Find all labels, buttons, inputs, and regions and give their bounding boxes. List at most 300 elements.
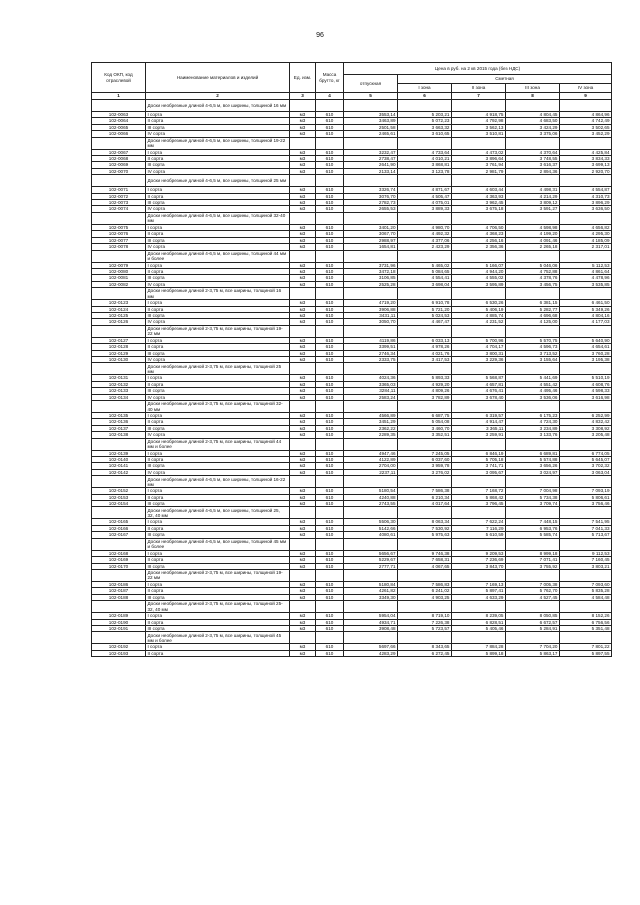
column-number: 1 xyxy=(92,93,146,100)
zone-4-price-cell: 8 152,26 xyxy=(560,613,612,619)
zone-1-price-cell: 3 868,81 xyxy=(398,162,452,168)
header-zone-1: I зона xyxy=(398,84,452,93)
code-cell: 102-0074 xyxy=(92,206,146,212)
empty-cell xyxy=(92,288,146,300)
zone-1-price-cell: 6 910,78 xyxy=(398,300,452,306)
empty-cell xyxy=(398,507,452,519)
zone-4-price-cell: 3 756,46 xyxy=(560,501,612,507)
release-price-cell: 3451,29 xyxy=(344,419,398,425)
unit-cell: м3 xyxy=(290,450,316,456)
zone-2-price-cell: 5 568,87 xyxy=(452,375,506,381)
mass-cell: 610 xyxy=(316,319,344,325)
zone-3-price-cell: 3 591,27 xyxy=(506,206,560,212)
code-cell: 102-0137 xyxy=(92,425,146,431)
mass-cell: 610 xyxy=(316,557,344,563)
zone-1-price-cell: 3 123,78 xyxy=(398,168,452,174)
zone-4-price-cell: 4 177,03 xyxy=(560,319,612,325)
zone-3-price-cell: 5 441,69 xyxy=(506,375,560,381)
zone-4-price-cell: 4 310,73 xyxy=(560,193,612,199)
mass-cell: 610 xyxy=(316,312,344,318)
name-cell: I сорта xyxy=(146,581,290,587)
name-cell: IV сорта xyxy=(146,131,290,137)
unit-cell: м3 xyxy=(290,149,316,155)
zone-4-price-cell: 3 502,65 xyxy=(560,124,612,130)
empty-cell xyxy=(560,569,612,581)
mass-cell: 610 xyxy=(316,519,344,525)
name-cell: II сорта xyxy=(146,457,290,463)
name-cell: I сорта xyxy=(146,224,290,230)
header-release-price: отпускная xyxy=(344,75,398,93)
column-number: 9 xyxy=(560,93,612,100)
name-cell: II сорта xyxy=(146,193,290,199)
zone-2-price-cell: 9 209,53 xyxy=(452,550,506,556)
name-cell: II сорта xyxy=(146,588,290,594)
unit-cell: м3 xyxy=(290,394,316,400)
zone-2-price-cell: 4 676,41 xyxy=(452,388,506,394)
zone-3-price-cell: 4 696,68 xyxy=(506,312,560,318)
unit-cell: м3 xyxy=(290,337,316,343)
name-cell: II сорта xyxy=(146,494,290,500)
code-cell: 102-0068 xyxy=(92,156,146,162)
unit-cell: м3 xyxy=(290,488,316,494)
zone-1-price-cell: 3 460,70 xyxy=(398,425,452,431)
code-cell: 102-0170 xyxy=(92,563,146,569)
unit-cell: м3 xyxy=(290,501,316,507)
group-title: Доски необрезные длиной 4-6,5 м, все ширины, толщиной 45 мм и более xyxy=(146,538,290,550)
unit-cell: м3 xyxy=(290,156,316,162)
empty-cell xyxy=(290,137,316,149)
empty-cell xyxy=(92,538,146,550)
zone-1-price-cell: 6 033,13 xyxy=(398,337,452,343)
group-header-row xyxy=(92,438,612,450)
code-cell: 102-0188 xyxy=(92,594,146,600)
empty-cell xyxy=(316,250,344,262)
empty-cell xyxy=(506,632,560,644)
zone-3-price-cell: 8 999,18 xyxy=(506,550,560,556)
code-cell: 102-0133 xyxy=(92,388,146,394)
zone-3-price-cell: 4 091,46 xyxy=(506,237,560,243)
code-cell: 102-0126 xyxy=(92,319,146,325)
name-cell: I сорта xyxy=(146,112,290,118)
code-cell: 102-0080 xyxy=(92,268,146,274)
empty-cell xyxy=(316,601,344,613)
mass-cell: 610 xyxy=(316,187,344,193)
name-cell: II сорта xyxy=(146,306,290,312)
zone-1-price-cell: 2 423,29 xyxy=(398,244,452,250)
empty-cell xyxy=(398,538,452,550)
zone-2-price-cell: 3 843,70 xyxy=(452,563,506,569)
unit-cell: м3 xyxy=(290,206,316,212)
zone-1-price-cell: 3 959,78 xyxy=(398,463,452,469)
zone-3-price-cell: 5 570,75 xyxy=(506,337,560,343)
mass-cell: 610 xyxy=(316,262,344,268)
mass-cell: 610 xyxy=(316,375,344,381)
name-cell: I сорта xyxy=(146,550,290,556)
mass-cell: 610 xyxy=(316,168,344,174)
empty-cell xyxy=(560,250,612,262)
mass-cell: 610 xyxy=(316,494,344,500)
unit-cell: м3 xyxy=(290,193,316,199)
release-price-cell: 3365,03 xyxy=(344,381,398,387)
zone-3-price-cell: 6 381,15 xyxy=(506,300,560,306)
code-cell: 102-0142 xyxy=(92,469,146,475)
empty-cell xyxy=(92,601,146,613)
group-header-row xyxy=(92,476,612,488)
empty-cell xyxy=(290,507,316,519)
zone-1-price-cell: 4 377,06 xyxy=(398,237,452,243)
empty-cell xyxy=(506,476,560,488)
mass-cell: 610 xyxy=(316,275,344,281)
unit-cell: м3 xyxy=(290,131,316,137)
empty-cell xyxy=(92,476,146,488)
code-cell: 102-0138 xyxy=(92,432,146,438)
mass-cell: 610 xyxy=(316,650,344,656)
zone-4-price-cell: 5 713,67 xyxy=(560,532,612,538)
code-cell: 102-0139 xyxy=(92,450,146,456)
zone-1-price-cell: 4 505,47 xyxy=(398,193,452,199)
zone-1-price-cell: 7 586,38 xyxy=(398,488,452,494)
zone-4-price-cell: 5 510,19 xyxy=(560,375,612,381)
zone-3-price-cell: 5 863,17 xyxy=(506,650,560,656)
group-header-row xyxy=(92,288,612,300)
zone-2-price-cell: 5 868,42 xyxy=(452,494,506,500)
group-title: Доски необрезные длиной 2-3,75 м, все ширины, толщиной 16 мм xyxy=(146,288,290,300)
name-cell: I сорта xyxy=(146,519,290,525)
group-title: Доски необрезные длиной 4-6,5 м, все ширины, толщиной 19-22 мм xyxy=(146,137,290,149)
code-cell: 102-0192 xyxy=(92,644,146,650)
zone-4-price-cell: 6 774,05 xyxy=(560,450,612,456)
mass-cell: 610 xyxy=(316,525,344,531)
empty-cell xyxy=(398,212,452,224)
name-cell: IV сорта xyxy=(146,432,290,438)
zone-2-price-cell: 3 962,45 xyxy=(452,200,506,206)
unit-cell: м3 xyxy=(290,550,316,556)
release-price-cell: 3106,85 xyxy=(344,275,398,281)
mass-cell: 610 xyxy=(316,413,344,419)
zone-1-price-cell: 8 343,65 xyxy=(398,644,452,650)
mass-cell: 610 xyxy=(316,231,344,237)
mass-cell: 610 xyxy=(316,488,344,494)
empty-cell xyxy=(290,175,316,187)
zone-4-price-cell: 3 803,21 xyxy=(560,563,612,569)
code-cell: 102-0124 xyxy=(92,306,146,312)
price-table xyxy=(91,62,612,657)
mass-cell: 610 xyxy=(316,162,344,168)
name-cell: III сорта xyxy=(146,425,290,431)
zone-2-price-cell: 3 800,31 xyxy=(452,350,506,356)
price-list-sheet xyxy=(91,62,611,657)
empty-cell xyxy=(452,507,506,519)
code-cell: 102-0075 xyxy=(92,224,146,230)
zone-1-price-cell: 5 203,21 xyxy=(398,112,452,118)
empty-cell xyxy=(398,601,452,613)
zone-2-price-cell: 4 603,44 xyxy=(452,187,506,193)
zone-1-price-cell: 5 975,63 xyxy=(398,532,452,538)
mass-cell: 610 xyxy=(316,501,344,507)
zone-3-price-cell: 8 050,85 xyxy=(506,613,560,619)
empty-cell xyxy=(290,363,316,375)
empty-cell xyxy=(506,538,560,550)
zone-2-price-cell: 5 700,96 xyxy=(452,337,506,343)
name-cell: I сорта xyxy=(146,450,290,456)
release-price-cell: 5229,67 xyxy=(344,557,398,563)
zone-2-price-cell: 6 319,57 xyxy=(452,413,506,419)
mass-cell: 610 xyxy=(316,457,344,463)
empty-cell xyxy=(398,438,452,450)
zone-2-price-cell: 3 365,11 xyxy=(452,425,506,431)
zone-1-price-cell: 4 554,41 xyxy=(398,275,452,281)
release-price-cell: 3472,18 xyxy=(344,268,398,274)
mass-cell: 610 xyxy=(316,306,344,312)
zone-3-price-cell: 5 585,74 xyxy=(506,532,560,538)
zone-1-price-cell: 7 530,92 xyxy=(398,525,452,531)
empty-cell xyxy=(290,212,316,224)
unit-cell: м3 xyxy=(290,187,316,193)
unit-cell: м3 xyxy=(290,588,316,594)
unit-cell: м3 xyxy=(290,432,316,438)
release-price-cell: 3232,47 xyxy=(344,149,398,155)
name-cell: III сорта xyxy=(146,463,290,469)
column-number: 5 xyxy=(344,93,398,100)
unit-cell: м3 xyxy=(290,319,316,325)
release-price-cell: 1654,81 xyxy=(344,244,398,250)
mass-cell: 610 xyxy=(316,281,344,287)
zone-2-price-cell: 3 259,91 xyxy=(452,432,506,438)
name-cell: III сорта xyxy=(146,312,290,318)
unit-cell: м3 xyxy=(290,237,316,243)
code-cell: 102-0152 xyxy=(92,488,146,494)
unit-cell: м3 xyxy=(290,619,316,625)
empty-cell xyxy=(560,137,612,149)
zone-2-price-cell: 3 595,89 xyxy=(452,281,506,287)
zone-3-price-cell: 5 574,88 xyxy=(506,457,560,463)
zone-3-price-cell: 7 004,98 xyxy=(506,488,560,494)
release-price-cell: 3326,74 xyxy=(344,187,398,193)
mass-cell: 610 xyxy=(316,381,344,387)
code-cell: 102-0081 xyxy=(92,275,146,281)
page-number: 96 xyxy=(316,32,324,39)
code-cell: 102-0072 xyxy=(92,193,146,199)
zone-4-price-cell: 6 252,99 xyxy=(560,413,612,419)
zone-4-price-cell: 7 541,95 xyxy=(560,519,612,525)
zone-4-price-cell: 7 801,22 xyxy=(560,644,612,650)
zone-1-price-cell: 4 492,32 xyxy=(398,231,452,237)
empty-cell xyxy=(560,175,612,187)
group-header-row xyxy=(92,538,612,550)
group-title: Доски необрезные длиной 2-3,75 м, все ширины, толщиной 45 мм и более xyxy=(146,632,290,644)
release-price-cell: 4283,29 xyxy=(344,650,398,656)
empty-cell xyxy=(92,137,146,149)
empty-cell xyxy=(316,325,344,337)
mass-cell: 610 xyxy=(316,394,344,400)
zone-3-price-cell: 3 155,64 xyxy=(506,356,560,362)
zone-1-price-cell: 8 063,34 xyxy=(398,519,452,525)
zone-4-price-cell: 7 041,33 xyxy=(560,525,612,531)
zone-4-price-cell: 5 351,48 xyxy=(560,625,612,631)
zone-3-price-cell: 4 598,98 xyxy=(506,224,560,230)
zone-2-price-cell: 4 914,47 xyxy=(452,419,506,425)
zone-2-price-cell: 4 704,17 xyxy=(452,344,506,350)
group-header-row xyxy=(92,250,612,262)
unit-cell: м3 xyxy=(290,613,316,619)
empty-cell xyxy=(452,363,506,375)
zone-1-price-cell: 7 226,38 xyxy=(398,619,452,625)
code-cell: 102-0167 xyxy=(92,532,146,538)
empty-cell xyxy=(290,250,316,262)
zone-3-price-cell: 4 683,50 xyxy=(506,118,560,124)
zone-4-price-cell: 4 478,96 xyxy=(560,275,612,281)
empty-cell xyxy=(344,325,398,337)
release-price-cell: 2362,22 xyxy=(344,425,398,431)
code-cell: 102-0166 xyxy=(92,525,146,531)
code-cell: 102-0070 xyxy=(92,168,146,174)
empty-cell xyxy=(92,569,146,581)
empty-cell xyxy=(452,175,506,187)
mass-cell: 610 xyxy=(316,469,344,475)
empty-cell xyxy=(506,363,560,375)
zone-2-price-cell: 4 657,81 xyxy=(452,381,506,387)
mass-cell: 610 xyxy=(316,581,344,587)
group-title: Доски необрезные длиной 4-6,5 м, все ширины, толщиной 32-40 мм xyxy=(146,212,290,224)
unit-cell: м3 xyxy=(290,224,316,230)
zone-1-price-cell: 3 276,02 xyxy=(398,469,452,475)
table-header xyxy=(92,63,612,100)
empty-cell xyxy=(506,137,560,149)
empty-cell xyxy=(452,476,506,488)
zone-2-price-cell: 3 229,36 xyxy=(452,356,506,362)
empty-cell xyxy=(290,601,316,613)
zone-3-price-cell: 7 704,20 xyxy=(506,644,560,650)
zone-3-price-cell: 5 762,70 xyxy=(506,588,560,594)
zone-2-price-cell: 3 562,13 xyxy=(452,124,506,130)
zone-1-price-cell: 5 024,53 xyxy=(398,312,452,318)
mass-cell: 610 xyxy=(316,193,344,199)
code-cell: 102-0127 xyxy=(92,337,146,343)
zone-2-price-cell: 2 981,79 xyxy=(452,168,506,174)
unit-cell: м3 xyxy=(290,231,316,237)
unit-cell: м3 xyxy=(290,519,316,525)
release-price-cell: 5180,84 xyxy=(344,581,398,587)
zone-1-price-cell: 4 010,21 xyxy=(398,156,452,162)
release-price-cell: 3431,11 xyxy=(344,312,398,318)
empty-cell xyxy=(344,476,398,488)
zone-4-price-cell: 3 063,04 xyxy=(560,469,612,475)
unit-cell: м3 xyxy=(290,381,316,387)
header-zone-4: IV зона xyxy=(560,84,612,93)
mass-cell: 610 xyxy=(316,156,344,162)
mass-cell: 610 xyxy=(316,112,344,118)
zone-3-price-cell: 3 748,55 xyxy=(506,156,560,162)
zone-1-price-cell: 5 721,20 xyxy=(398,306,452,312)
code-cell: 102-0136 xyxy=(92,419,146,425)
code-cell: 102-0189 xyxy=(92,613,146,619)
zone-2-price-cell: 6 828,51 xyxy=(452,619,506,625)
unit-cell: м3 xyxy=(290,413,316,419)
name-cell: IV сорта xyxy=(146,394,290,400)
name-cell: II сорта xyxy=(146,381,290,387)
zone-1-price-cell: 3 889,33 xyxy=(398,206,452,212)
empty-cell xyxy=(560,507,612,519)
empty-cell xyxy=(92,401,146,413)
zone-2-price-cell: 2 356,36 xyxy=(452,244,506,250)
code-cell: 102-0079 xyxy=(92,262,146,268)
zone-4-price-cell: 3 760,28 xyxy=(560,350,612,356)
empty-cell xyxy=(316,212,344,224)
release-price-cell: 4566,89 xyxy=(344,413,398,419)
name-cell: IV сорта xyxy=(146,356,290,362)
unit-cell: м3 xyxy=(290,469,316,475)
name-cell: II сорта xyxy=(146,118,290,124)
empty-cell xyxy=(506,250,560,262)
empty-cell xyxy=(290,325,316,337)
name-cell: III сорта xyxy=(146,594,290,600)
empty-cell xyxy=(506,438,560,450)
empty-cell xyxy=(398,250,452,262)
zone-2-price-cell: 4 256,16 xyxy=(452,237,506,243)
zone-2-price-cell: 3 678,40 xyxy=(452,394,506,400)
code-cell: 102-0123 xyxy=(92,300,146,306)
empty-cell xyxy=(452,632,506,644)
mass-cell: 610 xyxy=(316,356,344,362)
empty-cell xyxy=(560,325,612,337)
zone-4-price-cell: 5 640,90 xyxy=(560,337,612,343)
zone-4-price-cell: 5 645,07 xyxy=(560,457,612,463)
zone-2-price-cell: 7 884,28 xyxy=(452,644,506,650)
zone-2-price-cell: 5 166,07 xyxy=(452,262,506,268)
zone-3-price-cell: 3 024,97 xyxy=(506,469,560,475)
group-header-row xyxy=(92,632,612,644)
zone-2-price-cell: 4 368,23 xyxy=(452,231,506,237)
empty-cell xyxy=(344,438,398,450)
zone-2-price-cell: 5 405,46 xyxy=(452,625,506,631)
mass-cell: 610 xyxy=(316,425,344,431)
empty-cell xyxy=(92,175,146,187)
release-price-cell: 2525,28 xyxy=(344,281,398,287)
zone-1-price-cell: 6 210,34 xyxy=(398,494,452,500)
zone-2-price-cell: 4 706,50 xyxy=(452,224,506,230)
table-row xyxy=(92,650,612,656)
zone-2-price-cell: 3 796,45 xyxy=(452,501,506,507)
zone-4-price-cell: 3 699,13 xyxy=(560,162,612,168)
code-cell: 102-0064 xyxy=(92,118,146,124)
name-cell: IV сорта xyxy=(146,281,290,287)
group-title: Доски необрезные длиной 2-3,75 м, все ширины, толщиной 25 мм xyxy=(146,363,290,375)
group-title: Доски необрезные длиной 4-6,5 м, все ширины, толщиной 16-22 мм xyxy=(146,476,290,488)
code-cell: 102-0066 xyxy=(92,131,146,137)
release-price-cell: 2333,75 xyxy=(344,356,398,362)
zone-2-price-cell: 4 363,93 xyxy=(452,193,506,199)
zone-4-price-cell: 4 656,82 xyxy=(560,224,612,230)
zone-4-price-cell: 4 742,49 xyxy=(560,118,612,124)
zone-2-price-cell: 5 406,19 xyxy=(452,306,506,312)
release-price-cell: 4119,86 xyxy=(344,337,398,343)
zone-4-price-cell: 4 425,84 xyxy=(560,149,612,155)
release-price-cell: 4261,82 xyxy=(344,588,398,594)
zone-1-price-cell: 4 809,26 xyxy=(398,388,452,394)
empty-cell xyxy=(92,438,146,450)
empty-cell xyxy=(506,325,560,337)
release-price-cell: 2501,58 xyxy=(344,124,398,130)
code-cell: 102-0067 xyxy=(92,149,146,155)
empty-cell xyxy=(290,100,316,112)
code-cell: 102-0130 xyxy=(92,356,146,362)
name-cell: III сорта xyxy=(146,350,290,356)
zone-3-price-cell: 2 894,36 xyxy=(506,168,560,174)
release-price-cell: 4122,89 xyxy=(344,457,398,463)
group-header-row xyxy=(92,569,612,581)
zone-3-price-cell: 6 689,81 xyxy=(506,450,560,456)
release-price-cell: 4719,20 xyxy=(344,300,398,306)
